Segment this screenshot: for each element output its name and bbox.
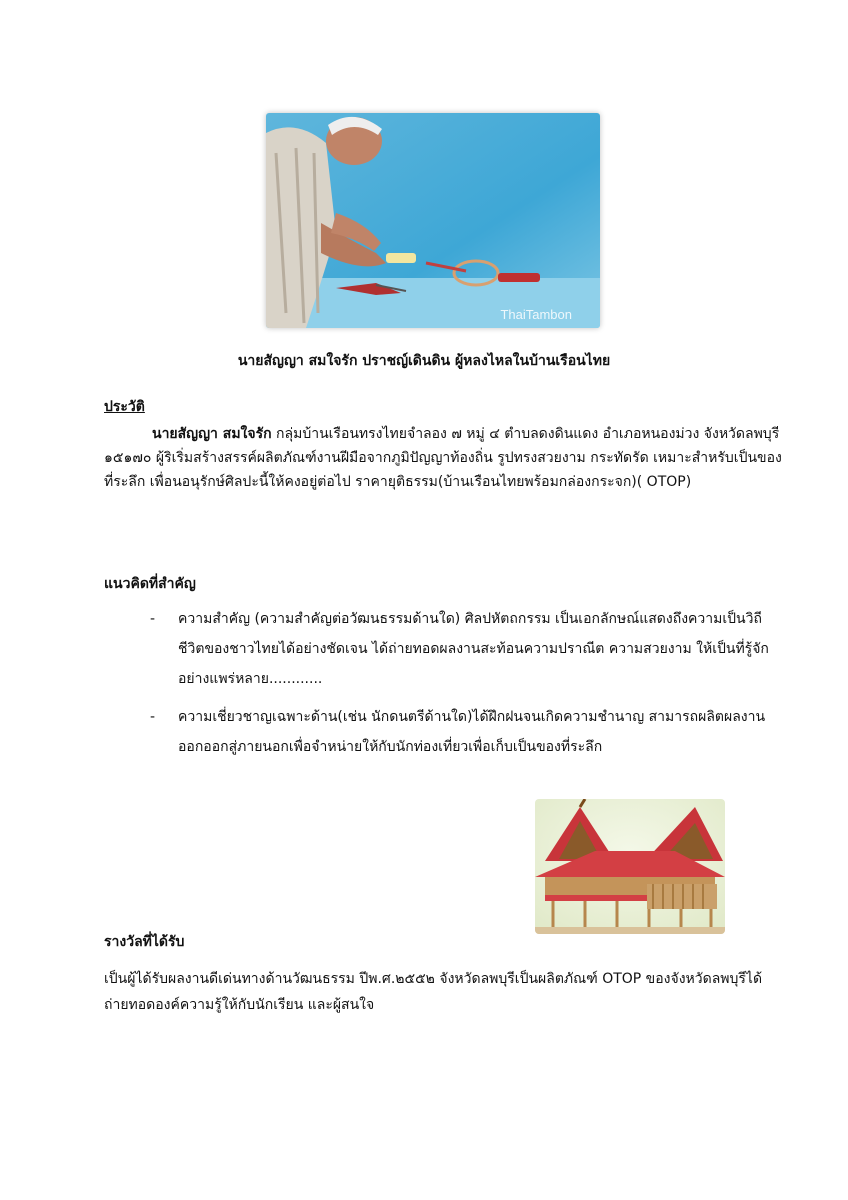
craftsman-illustration (266, 113, 600, 328)
bullet-dash: - (150, 709, 156, 725)
thai-house-illustration (535, 799, 725, 934)
person-name: นายสัญญา สมใจรัก (152, 426, 272, 442)
concept-list (150, 604, 784, 770)
craftsman-photo (266, 113, 600, 328)
concept-heading: แนวคิดที่สำคัญ (104, 576, 196, 592)
list-item (150, 702, 784, 762)
history-text: กลุ่มบ้านเรือนทรงไทยจำลอง ๗ หมู่ ๔ ตำบลดงดินแดง อำเภอหนองม่วง จังหวัดลพบุรี ๑๕๑๗๐ ผู้ริเริ่มสร้างสรรค์ผลิตภัณฑ์งานฝีมือจากภูมิปัญญาท้องถิ่น รูปทรงสวยงาม กระทัดรัด เหมาะสำหรับเป็นของที่ระลึก เพื่อนอนุรักษ์ศิลปะนี้ให้คงอยู่ต่อไป ราคายุติธรรม(บ้านเรือนไทยพร้อมกล่องกระจก)( OTOP) (104, 426, 782, 490)
award-paragraph: เป็นผู้ได้รับผลงานดีเด่นทางด้านวัฒนธรรม ปีพ.ศ.๒๕๕๒ จังหวัดลพบุรีเป็นผลิตภัณฑ์ OTOP ของจังหวัดลพบุรีได้ถ่ายทอดองค์ความรู้ให้กับนักเรียน และผู้สนใจ (104, 971, 763, 1013)
thai-house-photo (535, 799, 725, 934)
list-item-text: ความสำคัญ (ความสำคัญต่อวัฒนธรรมด้านใด) ศิลปหัตถกรรม เป็นเอกลักษณ์แสดงถึงความเป็นวิถีชีวิตของชาวไทยได้อย่างชัดเจน ได้ถ่ายทอดผลงานสะท้อนความปราณีต ความสวยงาม ให้เป็นที่รู้จักอย่างแพร่หลาย............ (178, 611, 769, 687)
photo-watermark: ThaiTambon (500, 307, 572, 322)
photo-caption: นายสัญญา สมใจรัก ปราชญ์เดินดิน ผู้หลงไหลในบ้านเรือนไทย (237, 353, 611, 369)
list-item (150, 604, 784, 694)
bullet-dash: - (150, 611, 156, 627)
history-paragraph (104, 422, 784, 494)
history-heading: ประวัติ (104, 399, 145, 415)
award-heading: รางวัลที่ได้รับ (104, 934, 185, 950)
list-item-text: ความเชี่ยวชาญเฉพาะด้าน(เช่น นักดนตรีด้านใด)ได้ฝึกฝนจนเกิดความชำนาญ สามารถผลิตผลงานออกออกสู่ภายนอกเพื่อจำหน่ายให้กับนักท่องเที่ยวเพื่อเก็บเป็นของที่ระลึก (178, 709, 766, 755)
